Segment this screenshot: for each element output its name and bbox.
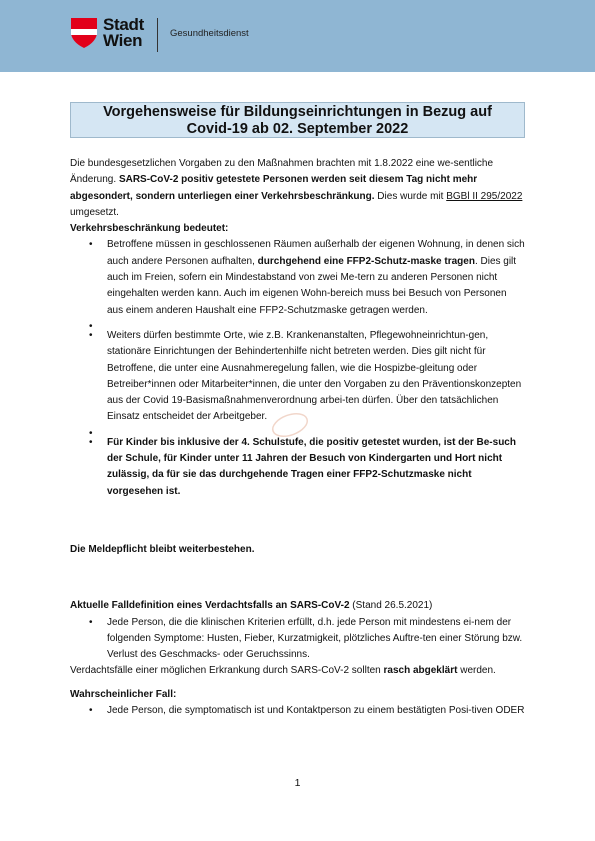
restriction-list bbox=[70, 237, 525, 499]
verdacht-text-2: werden. bbox=[457, 665, 496, 677]
intro-bold: SARS-CoV-2 positiv getestete Personen werden seit diesem Tag nicht mehr abgesondert, sondern unterliegen einer Verkehrsbeschränkung. bbox=[70, 174, 478, 202]
logo-line2: Wien bbox=[103, 31, 143, 50]
logo-line1: Stadt bbox=[103, 15, 145, 34]
list-item bbox=[70, 435, 525, 500]
intro-text-2: Dies wurde mit bbox=[374, 190, 447, 202]
falldefinition-heading bbox=[70, 598, 525, 614]
falldefinition-heading-text: Aktuelle Falldefinition eines Verdachtsfalls an SARS-CoV-2 bbox=[70, 600, 350, 612]
restriction-heading-text: Verkehrsbeschränkung bedeutet: bbox=[70, 223, 229, 235]
list-item: • Jede Person, die die klinischen Kriterien erfüllt, d.h. jede Person mit mindestens ei-nem der folgenden Symptome: Husten, Fieber, Kurzatmigkeit, plötzliches Auftre-ten einer Störung bzw. Verlust des Geschmacks- oder Geruchssinns. bbox=[70, 615, 525, 664]
list-item: • Weiters dürfen bestimmte Orte, wie z.B. Krankenanstalten, Pflegewohneinrichtun-gen, stationäre Einrichtungen der Behindertenhilfe nicht betreten werden. Dies gilt nicht für Betroffene, die unter eine Ausnahmeregelung fallen, wie die Hospizbe-gleitung oder Betreiber*innen oder Mitarbeiter*innen, die unter den Vorgaben zu den Präventionskonzepten aus der Covid 19-Basismaßnahmenverordnung arbei-ten dürfen. Über den tatsächlichen Einsatz entscheidet der Arbeitgeber. bbox=[70, 328, 525, 426]
spacer bbox=[70, 500, 525, 542]
intro-text-1: Die bundesgesetzlichen Vorgaben zu den Maßnahmen brachten mit 1.8.2022 eine we-sentliche Änderung. bbox=[70, 158, 494, 186]
list-item bbox=[70, 237, 525, 318]
bullet1-bold: durchgehend eine FFP2-Schutz-maske tragen bbox=[257, 255, 475, 267]
department-label: Gesundheitsdienst bbox=[170, 28, 249, 39]
header-divider bbox=[157, 18, 158, 52]
restriction-heading bbox=[70, 221, 525, 237]
title-line1: Vorgehensweise für Bildungseinrichtungen in Bezug auf bbox=[103, 104, 492, 120]
meldepflicht-text: Die Meldepflicht bleibt weiterbestehen. bbox=[70, 543, 255, 555]
title-line2: Covid-19 ab 02. September 2022 bbox=[186, 121, 409, 137]
bullet1-text-2: . Dies gilt auch im Freien, sofern ein Mindestabstand von zwei Me-tern zu anderen Personen nicht eingehalten werden kann. Auch im eigenen Wohn-bereich muss bei Besuch von Personen aus einem anderen Haushalt eine FFP2-Schutzmaske getragen werden. bbox=[107, 255, 517, 316]
verdachtsfall-paragraph bbox=[70, 663, 525, 679]
bgbl-link[interactable]: BGBl II 295/2022 bbox=[446, 190, 523, 202]
spacer bbox=[70, 558, 525, 598]
verdacht-bold: rasch abgeklärt bbox=[383, 665, 458, 677]
wahrscheinlich-heading-text: Wahrscheinlicher Fall: bbox=[70, 688, 177, 700]
logo-text bbox=[103, 17, 144, 49]
list-item: • Jede Person, die symptomatisch ist und Kontaktperson zu einem bestätigten Posi-tiven ODER bbox=[70, 703, 525, 719]
list-spacer bbox=[70, 319, 525, 328]
bullet3-bold: Für Kinder bis inklusive der 4. Schulstufe, die positiv getestet wurden, ist der Be-such der Schule, für Kinder unter 11 Jahren der Besuch von Kindergarten und Hort nicht zulässig, da für sie das durchgehende Tragen einer FFP2-Schutzmaske nicht vorgesehen ist. bbox=[107, 436, 516, 497]
bullet1-text-1: Betroffene müssen in geschlossenen Räumen außerhalb der eigenen Wohnung, in denen sich auch andere Personen aufhalten, bbox=[107, 239, 525, 267]
vienna-shield-icon bbox=[70, 17, 98, 49]
intro-paragraph bbox=[70, 156, 525, 221]
spacer bbox=[70, 680, 525, 687]
falldefinition-list bbox=[70, 615, 525, 664]
falldefinition-date: (Stand 26.5.2021) bbox=[349, 600, 433, 612]
verdacht-text-1: Verdachtsfälle einer möglichen Erkrankung durch SARS-CoV-2 sollten bbox=[70, 665, 384, 677]
stadt-wien-logo bbox=[70, 17, 144, 49]
header-bar bbox=[0, 0, 595, 72]
document-title bbox=[70, 102, 525, 138]
intro-text-3: umgesetzt. bbox=[70, 206, 119, 218]
meldepflicht-paragraph bbox=[70, 542, 525, 558]
page-number: 1 bbox=[294, 777, 301, 789]
wahrscheinlich-heading bbox=[70, 687, 525, 703]
stamp-watermark-icon bbox=[268, 410, 312, 440]
wahrscheinlich-list bbox=[70, 703, 525, 719]
